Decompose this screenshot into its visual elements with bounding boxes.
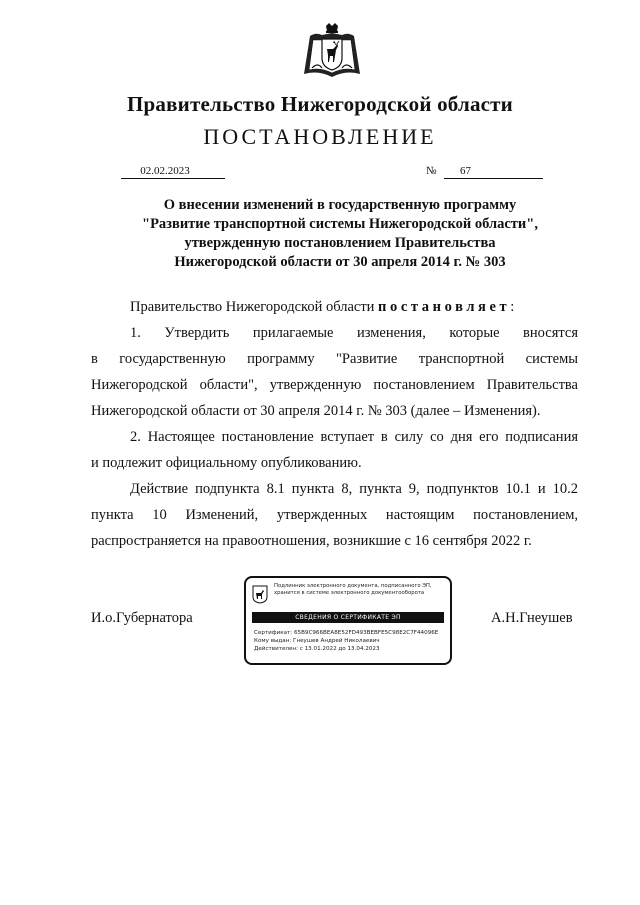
paragraph-3-line: распространяется на правоотношения, возникшие с 16 сентября 2022 г. bbox=[91, 533, 532, 549]
valid-value: с 13.01.2022 до 13.04.2023 bbox=[299, 646, 380, 652]
stamp-header-line: Подлинник электронного документа, подписанного ЭП, bbox=[274, 583, 432, 589]
document-number-field bbox=[444, 164, 543, 179]
valid-label: Действителен: bbox=[254, 646, 298, 652]
government-title: Правительство Нижегородской области bbox=[127, 92, 513, 116]
intro-suffix: : bbox=[510, 299, 515, 315]
subject-line: О внесении изменений в государственную программу bbox=[163, 197, 517, 213]
document-body bbox=[91, 294, 578, 554]
subject-line: Нижегородской области от 30 апреля 2014 г. № 303 bbox=[174, 254, 506, 270]
signatory-name: А.Н.Гнеушев bbox=[491, 610, 573, 626]
stamp-cert-row bbox=[254, 630, 438, 637]
intro-prefix: Правительство Нижегородской области bbox=[130, 299, 379, 315]
document-date: 02.02.2023 bbox=[140, 165, 190, 177]
stamp-title: СВЕДЕНИЯ О СЕРТИФИКАТЕ ЭП bbox=[252, 612, 444, 623]
stamp-header bbox=[274, 583, 446, 597]
signatory-position: И.о.Губернатора bbox=[91, 610, 193, 626]
number-sign: № bbox=[426, 165, 437, 177]
paragraph-2-line: и подлежит официальному опубликованию. bbox=[91, 455, 362, 471]
cert-value: 65B9C966BEA8E52FD493BEBFE5C98E2C7F44096E bbox=[293, 630, 439, 636]
stamp-header-line: хранится в системе электронного документооборота bbox=[274, 590, 425, 596]
document-date-field bbox=[121, 164, 225, 179]
intro-paragraph bbox=[91, 294, 578, 320]
stamp-issued-row bbox=[254, 638, 380, 645]
subject-line: "Развитие транспортной системы Нижегородской области", bbox=[142, 216, 538, 232]
document-type: ПОСТАНОВЛЕНИЕ bbox=[203, 124, 437, 149]
paragraph-1-line: 1. Утвердить прилагаемые изменения, которые вносятся bbox=[130, 325, 578, 341]
stamp-coat-of-arms-icon bbox=[251, 584, 269, 604]
decree-verb: постановляет bbox=[378, 299, 511, 315]
paragraph-3-line: Действие подпункта 8.1 пункта 8, пункта 9, подпунктов 10.1 и 10.2 bbox=[130, 481, 578, 497]
cert-label: Сертификат: bbox=[254, 630, 293, 636]
coat-of-arms-icon bbox=[300, 22, 364, 80]
electronic-signature-stamp bbox=[244, 576, 452, 665]
paragraph-1-line: в государственную программу "Развитие транспортной системы bbox=[91, 351, 578, 367]
paragraph-1-line: Нижегородской области от 30 апреля 2014 г. № 303 (далее – Изменения). bbox=[91, 403, 541, 419]
subject-line: утвержденную постановлением Правительства bbox=[184, 235, 496, 251]
issued-value: Гнеушев Андрей Николаевич bbox=[293, 638, 380, 644]
document-number: 67 bbox=[460, 165, 471, 177]
paragraph-2-line: 2. Настоящее постановление вступает в силу со дня его подписания bbox=[130, 429, 578, 445]
document-subject bbox=[0, 196, 640, 272]
stamp-valid-row bbox=[254, 646, 380, 653]
paragraph-1-line: Нижегородской области", утвержденную постановлением Правительства bbox=[91, 377, 578, 393]
issued-label: Кому выдан: bbox=[254, 638, 292, 644]
paragraph-3-line: пункта 10 Изменений, утвержденных настоящим постановлением, bbox=[91, 507, 578, 523]
